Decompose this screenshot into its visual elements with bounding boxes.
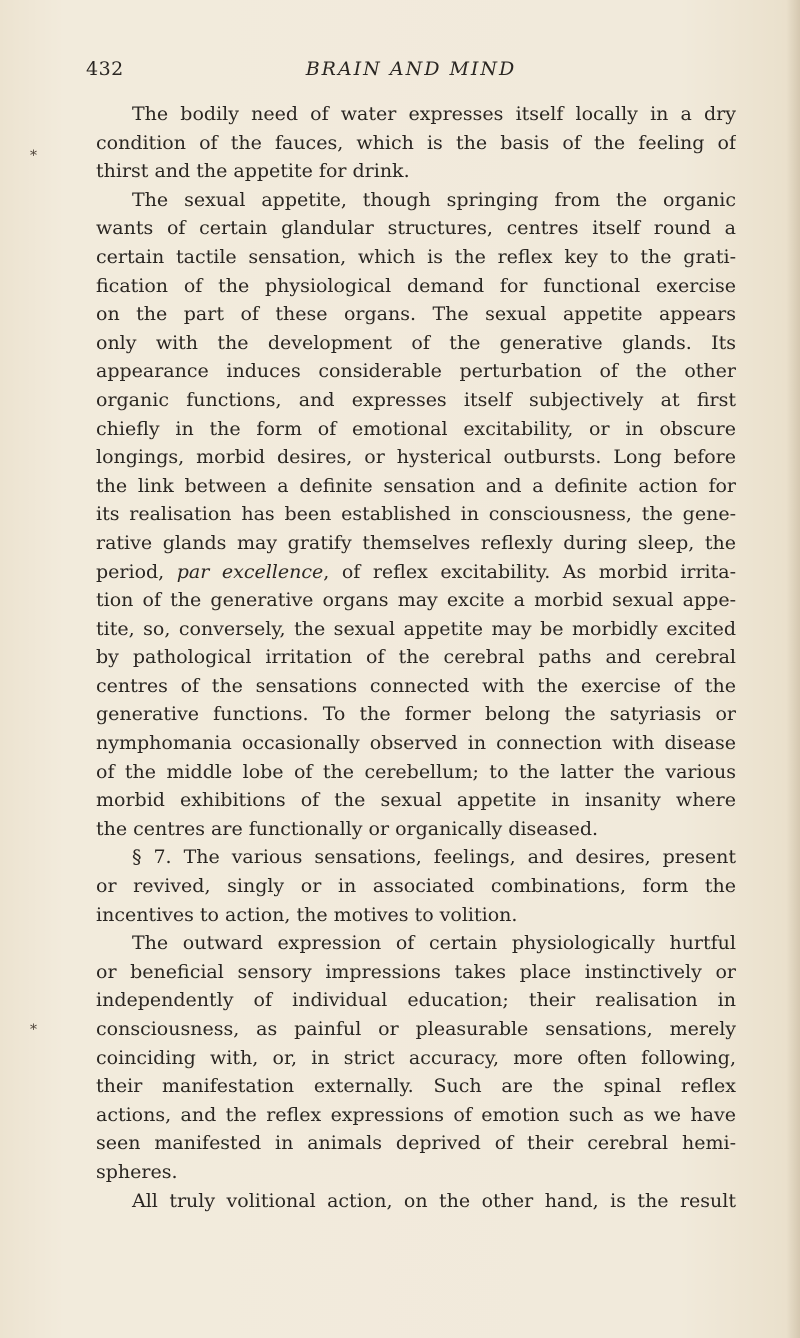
text-line: coinciding with, or, in strict accuracy, more often following, bbox=[96, 1046, 736, 1069]
text-line: appearance induces considerable perturbation of the other bbox=[96, 360, 736, 383]
text-line: their manifestation externally. Such are the spinal reflex bbox=[96, 1075, 736, 1098]
section-line: § 7. The various sensations, feelings, and desires, present bbox=[132, 846, 736, 869]
page-edge-shadow bbox=[786, 0, 800, 1338]
text-line: or revived, singly or in associated combinations, form the bbox=[96, 875, 736, 898]
text-line: condition of the fauces, which is the basis of the feeling of bbox=[96, 131, 736, 154]
text-line: the centres are functionally or organically diseased. bbox=[96, 817, 599, 840]
italic-phrase: par excellence bbox=[176, 560, 324, 583]
text-line: fication of the physiological demand for functional exercise bbox=[96, 274, 736, 297]
text-line: incentives to action, the motives to volition. bbox=[96, 903, 518, 926]
text-line: on the part of these organs. The sexual appetite appears bbox=[96, 303, 736, 326]
margin-mark: * bbox=[30, 1022, 37, 1038]
text-line: centres of the sensations connected with the exercise of the bbox=[96, 674, 736, 697]
text-line: or beneficial sensory impressions takes place instinctively or bbox=[96, 960, 736, 983]
text-line: All truly volitional action, on the other hand, is the result bbox=[132, 1189, 736, 1212]
body-text bbox=[96, 100, 736, 1215]
text-line: generative functions. To the former belong the satyriasis or bbox=[96, 703, 736, 726]
margin-mark: * bbox=[30, 148, 37, 164]
text-line: the link between a definite sensation and a definite action for bbox=[96, 474, 736, 497]
running-head: BRAIN AND MIND bbox=[305, 58, 517, 80]
text-line: tion of the generative organs may excite a morbid sexual appe- bbox=[96, 589, 736, 612]
text-line: The bodily need of water expresses itself locally in a dry bbox=[132, 103, 736, 125]
text-line: actions, and the reflex expressions of emotion such as we have bbox=[96, 1103, 736, 1126]
text-line: longings, morbid desires, or hysterical outbursts. Long before bbox=[96, 446, 736, 469]
text-line: rative glands may gratify themselves reflexly during sleep, the bbox=[96, 531, 736, 554]
text-line: The sexual appetite, though springing from the organic bbox=[132, 188, 736, 211]
text-line: of the middle lobe of the cerebellum; to the latter the various bbox=[96, 760, 736, 783]
text-segment: period, bbox=[96, 560, 177, 583]
text-line: seen manifested in animals deprived of their cerebral hemi- bbox=[96, 1132, 736, 1155]
text-line: thirst and the appetite for drink. bbox=[96, 160, 410, 183]
text-line: by pathological irritation of the cerebral paths and cerebral bbox=[96, 646, 736, 669]
text-line: independently of individual education; their realisation in bbox=[96, 989, 736, 1012]
text-line: The outward expression of certain physiologically hurtful bbox=[132, 932, 736, 955]
text-line: wants of certain glandular structures, centres itself round a bbox=[96, 217, 736, 240]
text-line: its realisation has been established in consciousness, the gene- bbox=[96, 503, 736, 526]
text-line: nymphomania occasionally observed in connection with disease bbox=[96, 732, 736, 755]
text-segment: , of reflex excitability. As morbid irrita- bbox=[323, 560, 736, 583]
text-line: organic functions, and expresses itself subjectively at first bbox=[96, 388, 736, 411]
text-line: only with the development of the generative glands. Its bbox=[96, 331, 736, 354]
text-line: consciousness, as painful or pleasurable sensations, merely bbox=[96, 1018, 736, 1040]
text-line: tite, so, conversely, the sexual appetite may be morbidly excited bbox=[96, 617, 736, 640]
page-header bbox=[86, 58, 736, 88]
text-line: morbid exhibitions of the sexual appetite in insanity where bbox=[96, 789, 736, 812]
page-number: 432 bbox=[86, 58, 124, 80]
text-line: chiefly in the form of emotional excitability, or in obscure bbox=[96, 417, 736, 440]
text-line: spheres. bbox=[96, 1160, 178, 1183]
text-line-mixed bbox=[96, 558, 736, 587]
text-line: certain tactile sensation, which is the reflex key to the grati- bbox=[96, 245, 736, 268]
